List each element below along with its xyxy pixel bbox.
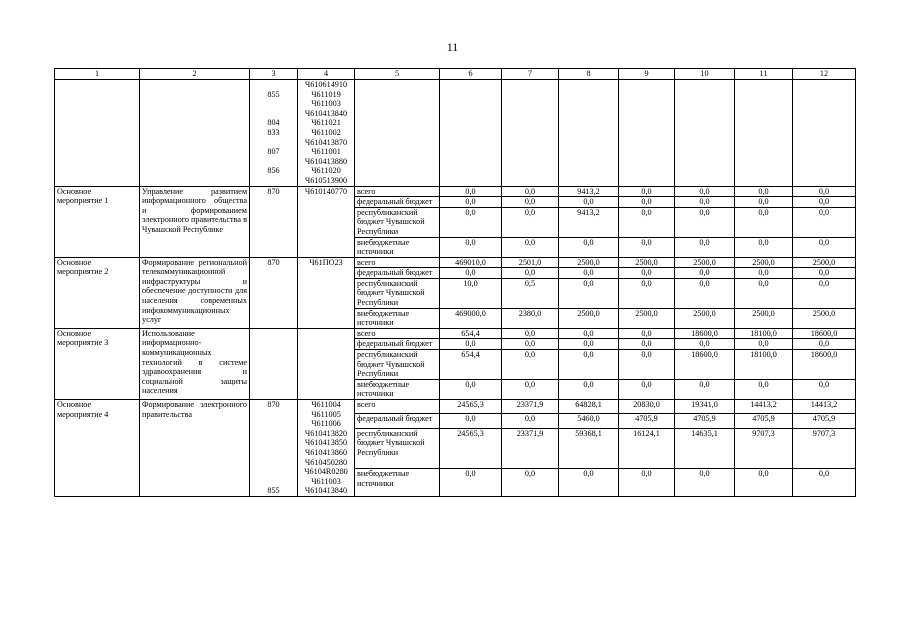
funding-value: 0,0 [735, 268, 793, 279]
funding-value: 0,0 [793, 379, 856, 399]
funding-value: 0,0 [675, 379, 735, 399]
funding-value: 2500,0 [793, 257, 856, 268]
funding-value: 0,0 [502, 207, 559, 237]
code-line: Ч610413880 [304, 156, 348, 166]
funding-value: 5460,0 [559, 414, 619, 428]
cell-activity [55, 80, 140, 187]
funding-value: 0,0 [619, 268, 675, 279]
funding-value: 0,0 [735, 197, 793, 208]
funding-value: 2500,0 [675, 308, 735, 328]
funding-value: 2500,0 [793, 308, 856, 328]
funding-value: 0,0 [440, 186, 502, 197]
funding-value: 0,0 [440, 197, 502, 208]
table-row [55, 328, 856, 339]
code-line [252, 138, 295, 148]
funding-value: 9413,2 [559, 207, 619, 237]
funding-value: 654,4 [440, 350, 502, 380]
funding-value: 0,0 [619, 278, 675, 308]
code-line: 804 [267, 118, 280, 128]
funding-value: 2500,0 [619, 257, 675, 268]
funding-value: 23371,9 [502, 428, 559, 469]
activity-code-4 [298, 186, 355, 257]
code-line [252, 99, 295, 109]
column-header: 11 [735, 69, 793, 80]
funding-value: 0,0 [735, 207, 793, 237]
funding-source: республиканский бюджет Чувашской Республики [355, 350, 440, 380]
activity-name: Основное мероприятие 3 [55, 328, 140, 399]
budget-table [54, 68, 856, 497]
empty-cell [502, 80, 559, 187]
funding-source: всего [355, 257, 440, 268]
cell-code-3 [250, 80, 298, 187]
funding-value: 0,0 [559, 350, 619, 380]
empty-cell [619, 80, 675, 187]
code-line: Ч610413820 [304, 428, 348, 438]
funding-value: 0,0 [793, 207, 856, 237]
funding-value: 24565,3 [440, 400, 502, 414]
code-line: 833 [267, 127, 280, 137]
funding-value: 0,0 [619, 469, 675, 497]
funding-value: 2500,0 [619, 308, 675, 328]
code-line: Ч610513900 [304, 175, 348, 185]
page-number: 11 [446, 40, 459, 54]
activity-code-4 [298, 257, 355, 328]
funding-value: 2380,0 [502, 308, 559, 328]
funding-value: 0,0 [502, 237, 559, 257]
column-header-row [55, 69, 856, 80]
funding-value: 0,0 [559, 237, 619, 257]
funding-source: республиканский бюджет Чувашской Республики [355, 278, 440, 308]
code-line [252, 438, 295, 448]
funding-value: 19341,0 [675, 400, 735, 414]
funding-source: внебюджетные источники [355, 469, 440, 497]
funding-value: 0,0 [735, 278, 793, 308]
table-row [55, 400, 856, 414]
funding-value: 0,0 [793, 339, 856, 350]
funding-value: 0,0 [559, 379, 619, 399]
funding-value: 0,0 [440, 469, 502, 497]
funding-value: 59368,1 [559, 428, 619, 469]
funding-value: 18600,0 [675, 350, 735, 380]
funding-value: 0,0 [502, 469, 559, 497]
funding-source: всего [355, 328, 440, 339]
code-line [252, 467, 295, 477]
funding-value: 0,0 [440, 207, 502, 237]
column-header: 9 [619, 69, 675, 80]
funding-value: 0,0 [675, 197, 735, 208]
empty-cell [440, 80, 502, 187]
funding-value: 0,0 [502, 350, 559, 380]
funding-source: федеральный бюджет [355, 197, 440, 208]
funding-value: 0,0 [793, 197, 856, 208]
column-header: 5 [355, 69, 440, 80]
code-line: Ч611005 [311, 409, 341, 419]
funding-value: 0,0 [619, 197, 675, 208]
funding-value: 64828,1 [559, 400, 619, 414]
funding-value: 0,0 [619, 237, 675, 257]
code-line: Ч611021 [311, 118, 341, 128]
funding-source: республиканский бюджет Чувашской Республики [355, 207, 440, 237]
cell-description [140, 80, 250, 187]
activity-code-3 [250, 328, 298, 399]
funding-value: 0,0 [559, 268, 619, 279]
code-line: Ч610450280 [304, 457, 348, 467]
funding-value: 654,4 [440, 328, 502, 339]
funding-source: республиканский бюджет Чувашской Республики [355, 428, 440, 469]
code-line: Ч610413840 [304, 486, 348, 496]
funding-value: 0,0 [793, 237, 856, 257]
code-line: Ч61ПО23 [309, 257, 343, 267]
funding-value: 4705,9 [793, 414, 856, 428]
funding-value: 469000,0 [440, 308, 502, 328]
code-line: 856 [267, 166, 280, 176]
funding-value: 0,0 [619, 186, 675, 197]
column-header: 1 [55, 69, 140, 80]
activity-description: Формирование электронного правительства [140, 400, 250, 497]
funding-value: 0,0 [619, 350, 675, 380]
code-line [252, 448, 295, 458]
funding-value: 20830,0 [619, 400, 675, 414]
code-line: 870 [267, 186, 280, 196]
code-line: 855 [267, 89, 280, 99]
code-line: Ч610413850 [304, 438, 348, 448]
column-header: 3 [250, 69, 298, 80]
activity-code-4 [298, 400, 355, 497]
code-line: Ч611003 [311, 476, 341, 486]
funding-value: 2500,0 [675, 257, 735, 268]
funding-value: 2500,0 [735, 257, 793, 268]
funding-value: 24565,3 [440, 428, 502, 469]
code-line [252, 458, 295, 468]
activity-name: Основное мероприятие 4 [55, 400, 140, 497]
funding-source: всего [355, 186, 440, 197]
column-header: 6 [440, 69, 502, 80]
funding-value: 23371,9 [502, 400, 559, 414]
code-line: Ч610614910 [304, 80, 348, 89]
activity-name: Основное мероприятие 2 [55, 257, 140, 328]
code-line: Ч611003 [311, 99, 341, 109]
funding-value: 0,0 [793, 278, 856, 308]
funding-source: федеральный бюджет [355, 268, 440, 279]
funding-value: 0,0 [440, 339, 502, 350]
funding-value: 0,0 [502, 414, 559, 428]
funding-value: 14413,2 [793, 400, 856, 414]
funding-value: 2500,0 [559, 308, 619, 328]
activity-code-3 [250, 186, 298, 257]
funding-value: 0,0 [440, 237, 502, 257]
code-line: 807 [267, 147, 280, 157]
funding-value: 0,0 [440, 268, 502, 279]
funding-value: 9707,3 [793, 428, 856, 469]
activity-code-4 [298, 328, 355, 399]
empty-cell [355, 80, 440, 187]
column-header: 4 [298, 69, 355, 80]
code-line: 855 [267, 486, 280, 496]
funding-value: 18100,0 [735, 350, 793, 380]
activity-description: Формирование региональной телекоммуникационной инфраструктуры и обеспечение доступности для населения современных инфокоммуникационных услуг [140, 257, 250, 328]
funding-source: федеральный бюджет [355, 339, 440, 350]
empty-cell [675, 80, 735, 187]
funding-value: 4705,9 [675, 414, 735, 428]
activity-code-3 [250, 257, 298, 328]
funding-value: 18600,0 [793, 328, 856, 339]
funding-value: 2500,0 [735, 308, 793, 328]
empty-cell [735, 80, 793, 187]
funding-value: 14635,1 [675, 428, 735, 469]
funding-value: 0,0 [502, 186, 559, 197]
funding-source: федеральный бюджет [355, 414, 440, 428]
funding-value: 9707,3 [735, 428, 793, 469]
funding-value: 2500,0 [559, 257, 619, 268]
column-header: 12 [793, 69, 856, 80]
code-line [252, 477, 295, 487]
funding-value: 0,0 [502, 328, 559, 339]
funding-value: 0,0 [735, 469, 793, 497]
code-line: Ч611020 [311, 166, 341, 176]
funding-source: внебюджетные источники [355, 308, 440, 328]
code-line [252, 410, 295, 420]
funding-value: 0,0 [675, 339, 735, 350]
code-line: 870 [267, 257, 280, 267]
funding-value: 0,0 [675, 278, 735, 308]
funding-value: 0,0 [619, 207, 675, 237]
activity-description: Управление развитием информационного общества и формированием электронного правительства в Чувашской Республике [140, 186, 250, 257]
funding-value: 4705,9 [619, 414, 675, 428]
code-line: Ч610413870 [304, 137, 348, 147]
code-line: Ч611006 [311, 419, 341, 429]
funding-value: 0,0 [735, 237, 793, 257]
funding-value: 0,0 [502, 339, 559, 350]
funding-value: 0,0 [793, 469, 856, 497]
funding-value: 10,0 [440, 278, 502, 308]
column-header: 2 [140, 69, 250, 80]
column-header: 7 [502, 69, 559, 80]
table-row [55, 257, 856, 268]
code-line [252, 429, 295, 439]
funding-value: 0,0 [735, 186, 793, 197]
code-line: Ч610140770 [304, 186, 348, 196]
code-line: Ч610413840 [304, 108, 348, 118]
funding-value: 0,0 [675, 469, 735, 497]
funding-value: 0,0 [675, 186, 735, 197]
code-line [252, 80, 295, 90]
empty-cell [793, 80, 856, 187]
column-header: 8 [559, 69, 619, 80]
funding-value: 0,5 [502, 278, 559, 308]
funding-value: 0,0 [440, 414, 502, 428]
funding-value: 0,0 [559, 339, 619, 350]
code-line [252, 109, 295, 119]
funding-value: 18100,0 [735, 328, 793, 339]
funding-value: 469010,0 [440, 257, 502, 268]
funding-value: 0,0 [735, 339, 793, 350]
funding-value: 0,0 [559, 328, 619, 339]
funding-value: 0,0 [675, 237, 735, 257]
funding-value: 0,0 [502, 268, 559, 279]
funding-value: 0,0 [793, 268, 856, 279]
funding-value: 0,0 [619, 379, 675, 399]
activity-code-3 [250, 400, 298, 497]
code-line [252, 176, 295, 186]
continuation-row [55, 80, 856, 187]
funding-value: 2501,0 [502, 257, 559, 268]
code-line: 870 [267, 400, 280, 409]
code-line: Ч611002 [311, 127, 341, 137]
funding-source: всего [355, 400, 440, 414]
funding-value: 0,0 [735, 379, 793, 399]
funding-value: 18600,0 [793, 350, 856, 380]
funding-value: 14413,2 [735, 400, 793, 414]
funding-value: 0,0 [619, 339, 675, 350]
table-row [55, 186, 856, 197]
funding-value: 0,0 [559, 197, 619, 208]
funding-value: 4705,9 [735, 414, 793, 428]
funding-value: 18600,0 [675, 328, 735, 339]
code-line: Ч611019 [311, 89, 341, 99]
activity-name: Основное мероприятие 1 [55, 186, 140, 257]
code-line: Ч611001 [311, 147, 341, 157]
funding-value: 0,0 [559, 278, 619, 308]
funding-value: 9413,2 [559, 186, 619, 197]
code-line [252, 419, 295, 429]
empty-cell [559, 80, 619, 187]
code-line: Ч610413860 [304, 447, 348, 457]
funding-value: 0,0 [559, 469, 619, 497]
funding-source: внебюджетные источники [355, 379, 440, 399]
column-header: 10 [675, 69, 735, 80]
funding-value: 0,0 [619, 328, 675, 339]
activity-description: Использование информационно-коммуникационных технологий в системе здравоохранения и социальной защиты населения [140, 328, 250, 399]
funding-value: 0,0 [793, 186, 856, 197]
funding-value: 0,0 [440, 379, 502, 399]
funding-source: внебюджетные источники [355, 237, 440, 257]
table-body [55, 80, 856, 497]
funding-value: 0,0 [502, 197, 559, 208]
funding-value: 0,0 [502, 379, 559, 399]
code-line: Ч611004 [311, 400, 341, 409]
funding-value: 16124,1 [619, 428, 675, 469]
funding-value: 0,0 [675, 207, 735, 237]
code-line: Ч6104R0280 [304, 467, 348, 477]
funding-value: 0,0 [675, 268, 735, 279]
cell-code-4 [298, 80, 355, 187]
code-line [252, 157, 295, 167]
